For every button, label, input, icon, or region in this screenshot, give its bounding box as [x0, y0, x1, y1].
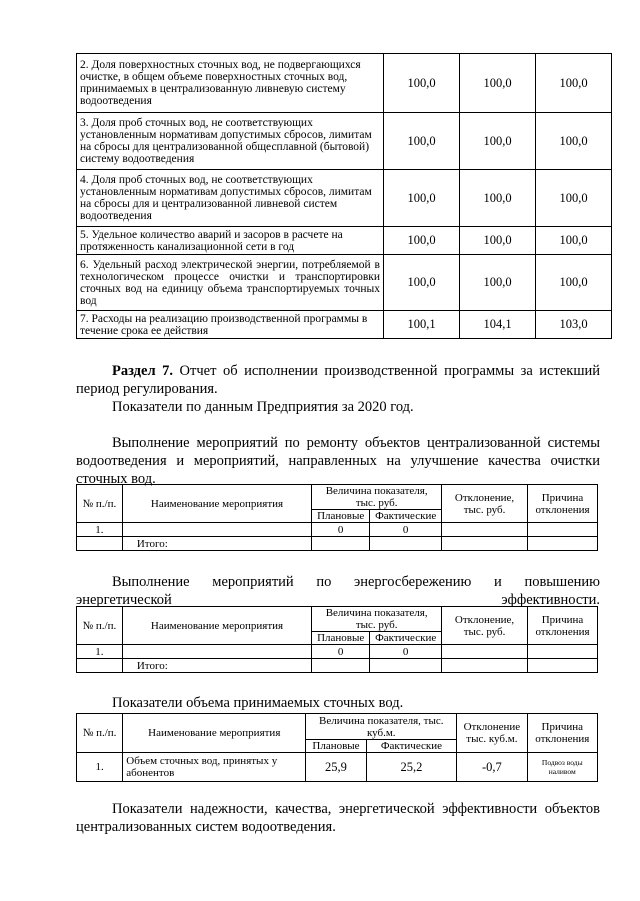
- total-deviation: [442, 659, 528, 673]
- indicator-value-1: 100,0: [384, 170, 460, 227]
- table-row: [77, 311, 612, 339]
- table-header-row: [77, 607, 598, 632]
- total-empty: [77, 537, 123, 551]
- table-row: [77, 753, 598, 782]
- header-name: Наименование мероприятия: [122, 607, 311, 645]
- row-num: 1.: [77, 753, 123, 782]
- header-planned: Плановые: [312, 632, 370, 645]
- row-name: [122, 645, 311, 659]
- row-planned: 0: [312, 523, 370, 537]
- total-planned: [312, 537, 370, 551]
- indicator-value-2: 100,0: [460, 255, 536, 311]
- indicator-value-2: 100,0: [460, 170, 536, 227]
- header-num: № п./п.: [77, 607, 123, 645]
- indicator-value-3: 103,0: [536, 311, 612, 339]
- volume-table: [76, 713, 598, 782]
- header-deviation: Отклонение, тыс. руб.: [442, 607, 528, 645]
- indicator-value-1: 100,0: [384, 227, 460, 255]
- row-reason: Подвоз воды наливом: [527, 753, 597, 782]
- row-planned: 25,9: [306, 753, 366, 782]
- indicator-value-1: 100,0: [384, 54, 460, 113]
- volume-title: Показатели объема принимаемых сточных вод.: [112, 695, 404, 711]
- row-name: Объем сточных вод, принятых у абонентов: [123, 753, 306, 782]
- row-deviation: [442, 645, 528, 659]
- indicator-value-2: 100,0: [460, 54, 536, 113]
- total-planned: [312, 659, 370, 673]
- indicator-value-2: 100,0: [460, 113, 536, 170]
- row-name: [122, 523, 311, 537]
- total-deviation: [442, 537, 528, 551]
- energy-title: [76, 573, 600, 609]
- header-reason: Причина отклонения: [528, 607, 598, 645]
- table-total-row: [77, 659, 598, 673]
- header-num: № п./п.: [77, 714, 123, 753]
- total-reason: [528, 659, 598, 673]
- row-reason: [528, 523, 598, 537]
- row-planned: 0: [312, 645, 370, 659]
- indicator-value-3: 100,0: [536, 170, 612, 227]
- repair-table: [76, 484, 598, 551]
- indicator-value-3: 100,0: [536, 255, 612, 311]
- header-planned: Плановые: [306, 740, 366, 753]
- section7-indicators: Показатели по данным Предприятия за 2020 год.: [112, 399, 414, 415]
- table-row: [77, 54, 612, 113]
- indicator-name: 7. Расходы на реализацию производственной программы в течение срока ее действия: [77, 311, 384, 339]
- table-row: [77, 113, 612, 170]
- header-actual: Фактические: [370, 510, 442, 523]
- total-empty: [77, 659, 123, 673]
- header-reason: Причина отклонения: [527, 714, 597, 753]
- header-num: № п./п.: [77, 485, 123, 523]
- repair-title: Выполнение мероприятий по ремонту объектов централизованной системы водоотведения и мероприятий, направленных на улучшение качества очистки сточных вод.: [76, 435, 600, 487]
- indicator-name: 4. Доля проб сточных вод, не соответствующих установленным нормативам допустимых сбросов, лимитам на сбросы для и централизованной ливневой систем водоотведения: [77, 170, 384, 227]
- row-reason: [528, 645, 598, 659]
- indicator-name: 6. Удельный расход электрической энергии, потребляемой в технологическом процессе очистки и транспортировки сточных вод на единицу объема транспортируемых точных вод: [77, 255, 384, 311]
- table-row: [77, 255, 612, 311]
- section7-text: Отчет об исполнении производственной программы за истекший период регулирования.: [76, 363, 601, 397]
- indicator-name: 2. Доля поверхностных сточных вод, не подвергающихся очистке, в общем объеме поверхностных сточных вод, принимаемых в централизованную ливневую систему водоотведения: [77, 54, 384, 113]
- row-num: 1.: [77, 523, 123, 537]
- indicator-value-3: 100,0: [536, 54, 612, 113]
- section7-paragraph: [76, 362, 600, 398]
- indicators-table: [76, 53, 612, 339]
- table-row: [77, 227, 612, 255]
- header-deviation: Отклонение тыс. куб.м.: [457, 714, 527, 753]
- reliability-text: Показатели надежности, качества, энергетической эффективности объектов централизованных систем водоотведения.: [76, 801, 600, 835]
- row-deviation: [442, 523, 528, 537]
- indicator-name: 3. Доля проб сточных вод, не соответствующих установленным нормативам допустимых сбросов, лимитам на сбросы для централизованной общесплавной (бытовой) систему водоотведения: [77, 113, 384, 170]
- indicator-value-3: 100,0: [536, 113, 612, 170]
- table-row: [77, 170, 612, 227]
- header-name: Наименование мероприятия: [123, 714, 306, 753]
- row-actual: 0: [370, 645, 442, 659]
- table-row: [77, 523, 598, 537]
- indicator-value-3: 100,0: [536, 227, 612, 255]
- table-header-row: [77, 714, 598, 740]
- table-total-row: [77, 537, 598, 551]
- section7-heading: Раздел 7.: [112, 363, 173, 379]
- row-actual: 0: [370, 523, 442, 537]
- energy-title-text: Выполнение мероприятий по энергосбережению и повышению энергетической эффективности.: [76, 574, 600, 608]
- total-label: Итого:: [122, 659, 311, 673]
- indicator-value-2: 100,0: [460, 227, 536, 255]
- header-reason: Причина отклонения: [528, 485, 598, 523]
- table-header-row: [77, 485, 598, 510]
- total-label: Итого:: [122, 537, 311, 551]
- indicator-value-1: 100,0: [384, 113, 460, 170]
- header-value: Величина показателя, тыс. руб.: [312, 485, 442, 510]
- header-deviation: Отклонение, тыс. руб.: [442, 485, 528, 523]
- total-reason: [528, 537, 598, 551]
- header-value: Величина показателя, тыс. руб.: [312, 607, 442, 632]
- header-actual: Фактические: [366, 740, 457, 753]
- table-row: [77, 645, 598, 659]
- total-actual: [370, 659, 442, 673]
- header-planned: Плановые: [312, 510, 370, 523]
- row-deviation: -0,7: [457, 753, 527, 782]
- energy-table: [76, 606, 598, 673]
- indicator-name: 5. Удельное количество аварий и засоров в расчете на протяженность канализационной сети в год: [77, 227, 384, 255]
- indicator-value-1: 100,1: [384, 311, 460, 339]
- row-num: 1.: [77, 645, 123, 659]
- header-value: Величина показателя, тыс. куб.м.: [306, 714, 457, 740]
- header-name: Наименование мероприятия: [122, 485, 311, 523]
- header-actual: Фактические: [370, 632, 442, 645]
- indicator-value-2: 104,1: [460, 311, 536, 339]
- indicator-value-1: 100,0: [384, 255, 460, 311]
- total-actual: [370, 537, 442, 551]
- indicators-table-body: [77, 54, 612, 339]
- row-actual: 25,2: [366, 753, 457, 782]
